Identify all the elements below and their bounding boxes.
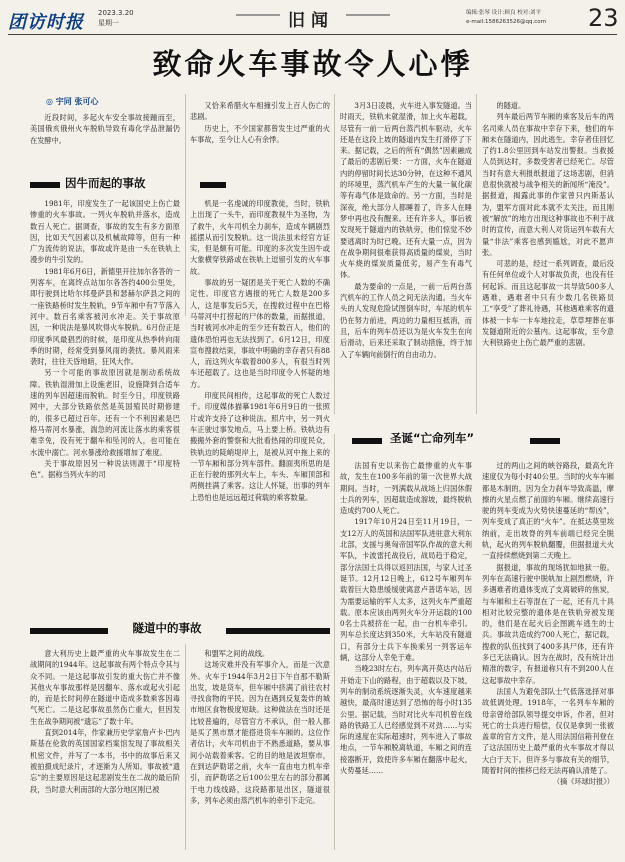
paragraph: 和盟军之间的战线。 (204, 649, 270, 658)
section-divider-right (346, 14, 390, 16)
column-1-lower (30, 648, 180, 852)
column-1-intro (30, 112, 180, 146)
paragraph: 机是一名虔诚的印度教徒，当时，铁轨上出现了一头牛，而印度教视牛为圣物，为了救牛，火车司机全力刹车，造成车辆剧烈摇摆从而引发脱轨。这一说法虽未经官方证实，但是颇有可能。印度的多次发生因牛或大象横穿铁路或在铁轨上逗留引发的火车事故。 (190, 199, 330, 276)
subhead-bar-left (30, 182, 60, 188)
newspaper-logo: 团访时报 (8, 12, 84, 33)
section-divider-left (236, 14, 280, 16)
column-divider (476, 94, 477, 414)
paragraph: 事故的另一疑团是关于死亡人数的不确定性。印度官方遇报的死亡人数是200多人，这是事发后5天，在搜救过程中在巴格马蒂河中打捞起的尸体的数量，而据报道，当时被河水冲走的至少还有数百人，他们的遗体恐怕再也无法找到了。6月12日，印度宣布搜救结束，事故中明确的幸存者只有88人，而这列火车载着800多人，有很当时列车还超载了。这也是当时印度令人怀疑的地方。 (190, 278, 330, 389)
column-2-body (190, 198, 330, 624)
page-number: 23 (588, 4, 619, 32)
column-divider (185, 644, 186, 850)
paragraph: 当晚23时左右，列车离开莫达内站后开始走下山的路程，由于超载以及下坡，列车的制动系统逐渐失灵，火车速度越来越快，最高时速达到了恐怖的每小时135公里。据记载，当时对比火车司机曾在线路的铁路工人已经感觉到不对劲……与实际的速度在实际超速时，列车进入了事故地点，一节车厢脱离轨道，车厢之间的连接器断开，致使许多车厢在翻落中起火，火势蔓延…… (340, 664, 472, 776)
paragraph: 列车最后两节车厢的乘客及后车的两名司乘人员在事故中幸存下来，他们的车厢未在隧道内，因此逃生。幸存者佳回忆了约1.8公里回到车站发出警报。当救援人员到达时，多数受害者已经死亡。尽管当时有意大利报纸报道了这场悲剧，但消息很快就被与战争相关的新闻所“淹没”。据报道，揭露此事的作家曾只内斯基认为，盟军方面对此本就不太关注，而且刚被“解放”的地方出现这种事故也不利于战时的宣传，而意大利人对货运列车载有大量“非法”乘客也感到尴尬，对此不愿声张。 (482, 112, 614, 257)
paragraph: 过的两山之间的峡谷路段，最高允许速度仅为每小时40公里。当时的火车车厢都是木制的，因为全力刹车导致高温，摩擦的火星点燃了前面的车厢。继续高速行驶的列车变成为火势快速蔓延的“帮凶”，列车变成了真正的“火车”。在抵达莫里埃纳前，走出坡脊的列车前端已经完全脱轨，起火的列车脱轨翻覆，但据报道大火一直持续燃烧到第二天晚上。 (482, 461, 614, 561)
paragraph: 可悲的是，经过一系列调查，最后没有任何单位或个人对事故负责，也没有任何起诉。而且这起事故一共导致500多人遇难，遇难者中只有少数几名铁路员工“享受”了葬礼待遇，其他遇难乘客的遗体被一卡车一卡车地拉走，草草埋葬在事发隧道附近的公墓内。这起事故，至今意大利铁路史上伤亡最严重的悲剧。 (482, 259, 614, 348)
article-headline: 致命火车事故令人心悸 (152, 47, 473, 81)
column-3-body (340, 100, 472, 416)
column-3-lower (340, 460, 472, 850)
paragraph: 1917年10月24日至11月19日，一支12万人的英国和法国军队进驻意大利东北部，支援与奥匈帝国军队作战的意大利军队，卡波雷托战役后，战局趋于稳定，部分法国士兵得以返回法国，与家人过圣诞节。12月12日晚上，612号车厢列车载着巨大隐患缓缓驶离意卢普诺车站，因为需要运输的军人太多，这列火车严重超载。原本应该由两列火车分开运载的1000名士兵被挤在一起，由一台机车牵引。列车总长度达到350米，大车站没有隧道口，有部分士兵下车换乘另一列客运车辆，这部分人幸免于难。 (340, 517, 472, 663)
weekday-text: 星期一 (98, 19, 119, 27)
subhead-christmas-train: 圣诞“亡命列车” (390, 431, 475, 445)
intro-paragraph: 近段时间，多起火车安全事故接踵而至，美国俄亥俄州火车脱轨导致有毒化学品泄漏仍在发酵中。 (30, 113, 180, 145)
subhead-bar-left (30, 628, 108, 634)
issue-date (98, 8, 134, 28)
section-title: 旧闻 (288, 11, 334, 31)
subhead-bar-right (226, 628, 330, 634)
column-1-body (30, 198, 180, 624)
column-divider (334, 434, 335, 850)
paragraph: 1981年，印度发生了一起该国史上伤亡最惨重的火车事故。一列火车脱轨并落水，造成数百人死亡。据调查，事故的发生有多方面原因，比如天气因素以及机械故障等，但有一种广为流传的说法，事故或许是由一头在铁轨上漫步的牛引发的。 (30, 199, 180, 265)
paragraph: 直到2014年，作家兼历史学家詹卢卡·巴内斯基在伦敦的英国国家档案馆发现了事故相关机密文件，并写了一本书，书中的故事后来又被拍摄成纪录片，才逐渐为人所知。事故被“遗忘”的主要原因是这起悲剧发生在二战的最后阶段，当时意大利南部的大部分地区刚已被 (30, 728, 180, 794)
paragraph: 3月3日凌晨，火车进入事发隧道。当时雨天，铁轨未就湿滑，加上火车超载，尽管有一前一后两台蒸汽机车驱动，火车还是在这段上坡的隧道内发生打滑停了下来。据记载，之后的所有“偶然”因素融成了最后的悲剧后果：一方面，火车在隧道内的停留时间长达30分钟，在这种不通风的环境里，蒸汽机车产生的大量一氧化碳等有毒气体是致命的。另一方面，当时是深夜，绝大部分人都睡着了，许多人在睡梦中再也没有醒来。还有许多人，事后被发现死于隧道内的铁轨旁，他们惊觉不妙要逃离时为时已晚。还有大量一点，因为在战争期间很难获得高质量的煤炭，当时火车烧的煤炭质量低劣，易产生有毒气体。 (340, 101, 472, 280)
column-4-body (482, 100, 614, 416)
source-note: （摘《环球时报》） (552, 777, 614, 787)
column-2-lower (190, 648, 330, 852)
paragraph: 法国人为避免部队士气低落选择对事故低调处理。1918年，一名列车车厢的母亲曾给部队领导提交申诉，作者，但对死亡的士兵进行赔偿，仅仅是拿到一张被盖章的官方文件，是人用法国信箱刊登在了这法国历史上最严重的火车事故才得以大白于天下。但许多与事故有关的细节，随着时间的推移已经无法再确认清楚了。 (482, 686, 614, 776)
subhead-bar-left (352, 438, 382, 444)
paragraph: 这场灾难并没有军事介入，而是一次意外。火车于1944年3月2日下午自那不勒斯出发，坡是货车，但车厢中挤满了前往农村寻找食物的平民。因为在遇到反复轰炸的城市地区食物极度短缺。这种做法在当时还是比较普遍的，尽管官方不承认，但一般人都是买了黑市票才能搭进货车车厢的。这位作者估计，火车司机由于不熟悉道路，要从事间小站载着乘客。它的目的地是波坦察市，在到达萨勒诺之前，火车一直由电力机车牵引，而萨勒诺之后100公里左右的部分都属于电力线线路，这段路都是出区，隧道很多，列车必须由蒸汽机车的牵引下走完。 (190, 660, 330, 805)
paragraph: 1981年6月6日，新德里开往加尔各答的一列客车，在离终点站加尔各答约400公里处，即行驶到比哈尔邦曼萨县和瑟赫尔萨县之间的一座铁路桥时发生脱轨，9节车厢中有7节落入河中。数百名乘客被河水冲走。关于事故原因，一种说法是暴风吹得火车脱轨。6月份正是印度季风最猖烈的时候，是印度从热季转向雨季的时期，经常受到暴风雨的袭扰。暴风雨来袭时，往往天昏地暗，狂风大作。 (30, 266, 180, 367)
subhead-bar-right (200, 182, 226, 188)
column-divider (185, 94, 186, 316)
subhead-tunnel-accident: 隧道中的事故 (132, 621, 202, 635)
date-text: 2023.3.20 (98, 9, 134, 17)
subhead-cattle-accident: 因牛而起的事故 (65, 176, 146, 190)
column-divider (334, 94, 335, 414)
paragraph: 意大利历史上最严重的火车事故发生在二战期间的1944年。这起事故有两个特点令其与众不同。一是这起事故引发的重大伤亡并不像其他火车事故那样是因翻车、落水或起火引起的，而是长时间停在隧道中造成多数乘客因毒气死亡。二是这起事故虽然伤亡重大，但因发生在战争期间被“遗忘”了数十年。 (30, 649, 180, 726)
staff-credits: 编辑:张琴 设计:顾良 校对:刘平 (466, 10, 542, 16)
paragraph: 另一个可能的事故原因就是制动系统故障。铁轨湿滑加上设施老旧，设施降到合适车速的列车因超速而脱轨。时至今日，印度铁路网中，大部分铁路依然是英国殖民时期修建的，很多已超过百年。还有一个不利因素是巴格马蒂河水暴涨，湍急的河流让落水的乘客很难幸免，没有死于翻车和坠河的人，也可能在水流中溺亡。河水暴涨给救援增加了难度。 (30, 368, 180, 457)
paragraph: 据报道，事故的现场犹如地狱一般。列车在高速行驶中脱轨加上剧烈燃烧，许多遇难者的遗体变成了支离破碎的焦炭，与车厢和土石等混在了一起，还有几十具相对比较完整的遗体是在铁轨旁被发现的，他们是在起火后企图跳车逃生的士兵。事故共造成约700人死亡，据记载，搜救的队伍找到了400多具尸体，还有许多已无法确认。因为在战时，没有统计出精准的数字，有报道称只有不到200人在这起事故中幸存。 (482, 562, 614, 685)
subhead-bar-right (530, 438, 560, 444)
paragraph: 最为要命的一点是，一前一后两台蒸汽机车的工作人员之间无法沟通。当火车头的人发现危险试图倒车时，车尾的机车仍在努力前进，两边的力量相互抵消，而且，后车的列车员还以为是火车发生在向后滑动，后来还采取了制动措施，终于加入了车辆向前倒行的自由动力。 (340, 281, 472, 359)
paragraph: 关于事故原因另一种说法则源于“印度特色”。据称当列火车的司 (30, 458, 180, 480)
contact-email: e-mail:1586263526@qq.com (466, 19, 546, 25)
page-header (0, 0, 625, 36)
paragraph: 的隧道。 (496, 101, 526, 110)
byline: ◎ 宇同 张可心 (46, 97, 99, 106)
paragraph: 印度民间相传，这起事故的死亡人数过千。印度媒体描摹1981年6月9日的一张照片或许支持了这种说法。照片中，另一列火车正驶过事发地点，马上要上桥。铁轨边有搬搬外套的警察和大批看热闹的印度民众，铁轨边的陡峭堤岸上，是被从河中拖上来的一节车厢和部分列车部件。翻面夷所思的是正在行驶的那列火车上，车头、车厢顶部和两侧挂满了乘客。这让人怀疑，出事的列车上恐怕也是远远超过荷载的乘客数量。 (190, 391, 330, 502)
column-4-lower (482, 460, 614, 850)
paragraph: 又恰来希腊火车相撞引发上百人伤亡的悲剧。 (190, 101, 330, 122)
staff-info (466, 9, 546, 27)
paragraph: 法国有史以来伤亡最惨重的火车事故，发生在100多年前的第一次世界大战期间。当时，一列满载从战场上归国休假士兵的列车，因超载造成溜坡，最终脱轨造成约700人死亡。 (340, 461, 472, 516)
header-rule (8, 34, 617, 35)
paragraph: 历史上，不少国家都曾发生过严重的火车事故，至今让人心有余悸。 (190, 123, 330, 144)
column-2-intro (190, 100, 330, 145)
